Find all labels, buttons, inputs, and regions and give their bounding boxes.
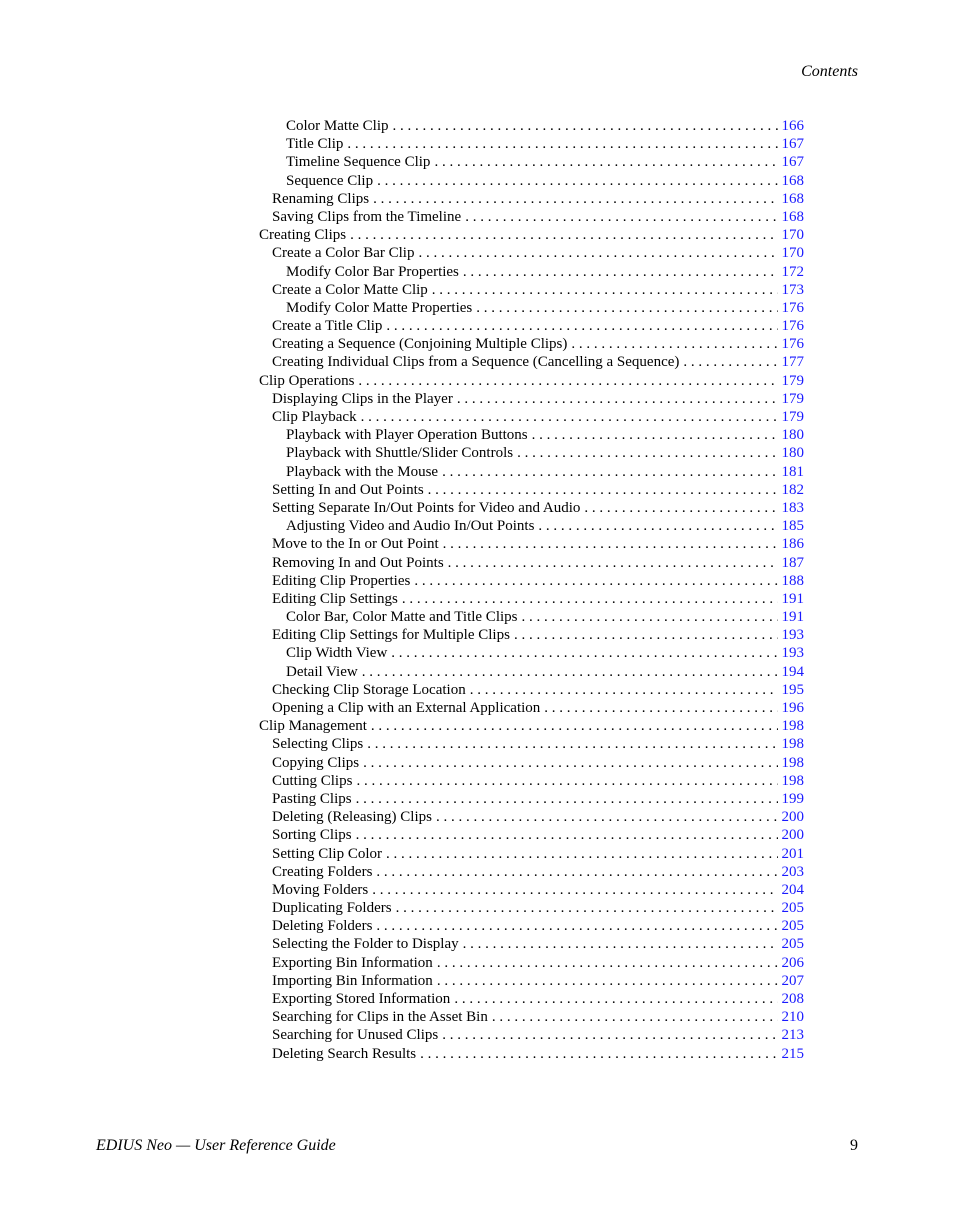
toc-entry[interactable] bbox=[259, 135, 804, 153]
toc-entry[interactable] bbox=[259, 226, 804, 244]
toc-entry-label[interactable]: Modify Color Matte Properties bbox=[286, 299, 473, 316]
toc-leader-dots bbox=[492, 1008, 778, 1026]
toc-leader-dots bbox=[362, 663, 778, 681]
toc-page-link[interactable]: 205 bbox=[781, 936, 804, 953]
toc-entry[interactable] bbox=[259, 590, 804, 608]
toc-entry-label[interactable]: Editing Clip Properties bbox=[272, 572, 411, 589]
toc-leader-dots bbox=[442, 1026, 777, 1044]
toc-entry[interactable] bbox=[259, 572, 804, 590]
toc-page-link[interactable]: 183 bbox=[781, 499, 804, 516]
toc-entry[interactable] bbox=[259, 881, 804, 899]
toc-entry[interactable] bbox=[259, 1026, 804, 1044]
toc-entry[interactable] bbox=[259, 808, 804, 826]
toc-page-link[interactable]: 207 bbox=[781, 972, 804, 989]
toc-page-link[interactable]: 166 bbox=[781, 118, 804, 134]
toc-leader-dots bbox=[434, 153, 777, 171]
toc-entry[interactable] bbox=[259, 463, 804, 481]
toc-page-link[interactable]: 198 bbox=[781, 772, 804, 789]
toc-entry[interactable] bbox=[259, 299, 804, 317]
footer-page-number: 9 bbox=[850, 1137, 858, 1154]
toc-entry-label[interactable]: Modify Color Bar Properties bbox=[286, 263, 459, 280]
toc-entry-label[interactable]: Cutting Clips bbox=[272, 772, 353, 789]
toc-entry[interactable] bbox=[259, 735, 804, 753]
toc-page-link[interactable]: 176 bbox=[781, 299, 804, 316]
toc-entry-label[interactable]: Sequence Clip bbox=[286, 172, 374, 189]
toc-entry[interactable] bbox=[259, 517, 804, 535]
toc-leader-dots bbox=[470, 681, 778, 699]
toc-leader-dots bbox=[391, 644, 777, 662]
toc-entry-label[interactable]: Clip Operations bbox=[259, 372, 355, 389]
toc-entry[interactable] bbox=[259, 954, 804, 972]
toc-entry-label[interactable]: Adjusting Video and Audio In/Out Points bbox=[286, 518, 535, 535]
footer-document-title: EDIUS Neo — User Reference Guide bbox=[96, 1137, 336, 1154]
toc-entry[interactable] bbox=[259, 481, 804, 499]
toc-entry[interactable] bbox=[259, 754, 804, 772]
toc-leader-dots bbox=[350, 226, 777, 244]
toc-leader-dots bbox=[386, 845, 777, 863]
toc-page-link[interactable]: 179 bbox=[781, 409, 804, 425]
toc-entry[interactable] bbox=[259, 663, 804, 681]
toc-entry-label[interactable]: Timeline Sequence Clip bbox=[286, 154, 431, 171]
toc-entry[interactable] bbox=[259, 990, 804, 1008]
toc-entry-label[interactable]: Title Clip bbox=[286, 136, 344, 153]
toc-entry[interactable] bbox=[259, 390, 804, 408]
toc-entry-label[interactable]: Editing Clip Settings bbox=[272, 590, 398, 607]
running-header: Contents bbox=[801, 63, 858, 80]
toc-page-link[interactable]: 200 bbox=[781, 827, 804, 844]
toc-page-link[interactable]: 213 bbox=[781, 1027, 804, 1044]
toc-leader-dots bbox=[437, 972, 778, 990]
toc-entry[interactable] bbox=[259, 790, 804, 808]
toc-page-link[interactable]: 168 bbox=[781, 172, 804, 189]
toc-leader-dots bbox=[457, 390, 778, 408]
toc-entry[interactable] bbox=[259, 626, 804, 644]
toc-entry-label[interactable]: Saving Clips from the Timeline bbox=[272, 208, 462, 225]
toc-page-link[interactable]: 186 bbox=[781, 536, 804, 553]
toc-page-link[interactable]: 198 bbox=[781, 754, 804, 771]
toc-entry[interactable] bbox=[259, 281, 804, 299]
toc-entry[interactable] bbox=[259, 863, 804, 881]
toc-entry-label[interactable]: Deleting Search Results bbox=[272, 1045, 417, 1062]
toc-page-link[interactable]: 215 bbox=[781, 1045, 804, 1062]
toc-entry[interactable] bbox=[259, 372, 804, 390]
toc-page-link[interactable]: 204 bbox=[781, 881, 804, 898]
toc-entry-label[interactable]: Clip Width View bbox=[286, 645, 388, 662]
toc-page-link[interactable]: 199 bbox=[781, 790, 804, 807]
toc-entry[interactable] bbox=[259, 444, 804, 462]
toc-page-link[interactable]: 180 bbox=[781, 445, 804, 462]
toc-entry[interactable] bbox=[259, 499, 804, 517]
toc-leader-dots bbox=[442, 463, 777, 481]
toc-page-link[interactable]: 170 bbox=[781, 245, 804, 262]
toc-page-link[interactable]: 194 bbox=[781, 663, 804, 680]
toc-page-link[interactable]: 185 bbox=[781, 518, 804, 535]
toc-page-link[interactable]: 168 bbox=[781, 208, 804, 225]
toc-entry[interactable] bbox=[259, 644, 804, 662]
toc-entry-label[interactable]: Editing Clip Settings for Multiple Clips bbox=[272, 627, 510, 644]
toc-leader-dots bbox=[436, 808, 778, 826]
toc-page-link[interactable]: 210 bbox=[781, 1009, 804, 1026]
toc-entry[interactable] bbox=[259, 826, 804, 844]
toc-entry[interactable] bbox=[259, 554, 804, 572]
toc-leader-dots bbox=[372, 881, 777, 899]
toc-page-link[interactable]: 167 bbox=[781, 136, 804, 153]
toc-entry-label[interactable]: Opening a Clip with an External Application bbox=[272, 700, 541, 716]
toc-entry-label[interactable]: Color Matte Clip bbox=[286, 118, 389, 134]
toc-entry[interactable] bbox=[259, 190, 804, 208]
toc-page-link[interactable]: 187 bbox=[781, 554, 804, 571]
toc-page-link[interactable]: 179 bbox=[781, 390, 804, 407]
toc-entry-label[interactable]: Searching for Clips in the Asset Bin bbox=[272, 1009, 488, 1026]
toc-leader-dots bbox=[414, 572, 777, 590]
toc-entry[interactable] bbox=[259, 263, 804, 281]
toc-leader-dots bbox=[532, 426, 778, 444]
toc-entry-label[interactable]: Move to the In or Out Point bbox=[272, 536, 439, 553]
toc-leader-dots bbox=[373, 190, 777, 208]
toc-entry-label[interactable]: Clip Management bbox=[259, 718, 367, 735]
toc-entry-label[interactable]: Create a Color Bar Clip bbox=[272, 245, 415, 262]
toc-entry-label[interactable]: Creating Individual Clips from a Sequence (Cancelling a Sequence) bbox=[272, 354, 680, 371]
toc-leader-dots bbox=[363, 754, 777, 772]
toc-entry-label[interactable]: Renaming Clips bbox=[272, 190, 370, 207]
toc-entry-label[interactable]: Setting In and Out Points bbox=[272, 481, 424, 498]
toc-entry-label[interactable]: Clip Playback bbox=[272, 409, 357, 425]
toc-entry-label[interactable]: Create a Color Matte Clip bbox=[272, 281, 428, 298]
toc-entry[interactable] bbox=[259, 699, 804, 717]
toc-page-link[interactable]: 188 bbox=[781, 572, 804, 589]
toc-entry-label[interactable]: Create a Title Clip bbox=[272, 318, 383, 335]
toc-entry-label[interactable]: Creating Folders bbox=[272, 863, 373, 880]
toc-leader-dots bbox=[437, 954, 778, 972]
toc-entry[interactable] bbox=[259, 772, 804, 790]
toc-entry[interactable] bbox=[259, 208, 804, 226]
toc-page-link[interactable]: 168 bbox=[781, 190, 804, 207]
toc-entry[interactable] bbox=[259, 899, 804, 917]
toc-leader-dots bbox=[683, 353, 777, 371]
toc-leader-dots bbox=[402, 590, 778, 608]
toc-page-link[interactable]: 176 bbox=[781, 318, 804, 335]
toc-entry-label[interactable]: Exporting Bin Information bbox=[272, 954, 433, 971]
toc-leader-dots bbox=[371, 717, 778, 735]
toc-page-link[interactable]: 193 bbox=[781, 645, 804, 662]
toc-entry[interactable] bbox=[259, 117, 804, 135]
toc-entry-label[interactable]: Detail View bbox=[286, 663, 358, 680]
toc-entry[interactable] bbox=[259, 535, 804, 553]
toc-leader-dots bbox=[396, 899, 778, 917]
toc-leader-dots bbox=[393, 117, 778, 135]
toc-entry[interactable] bbox=[259, 935, 804, 953]
table-of-contents bbox=[259, 117, 804, 1063]
toc-leader-dots bbox=[454, 990, 777, 1008]
toc-page-link[interactable]: 173 bbox=[781, 281, 804, 298]
toc-page-link[interactable]: 177 bbox=[781, 354, 804, 371]
toc-page-link[interactable]: 208 bbox=[781, 991, 804, 1007]
toc-leader-dots bbox=[356, 826, 778, 844]
toc-page-link[interactable]: 191 bbox=[781, 609, 804, 626]
toc-entry-label[interactable]: Removing In and Out Points bbox=[272, 554, 444, 571]
toc-entry-label[interactable]: Setting Clip Color bbox=[272, 845, 383, 862]
toc-leader-dots bbox=[356, 790, 778, 808]
toc-leader-dots bbox=[465, 208, 777, 226]
toc-leader-dots bbox=[358, 372, 777, 390]
toc-entry-label[interactable]: Selecting the Folder to Display bbox=[272, 936, 459, 953]
toc-leader-dots bbox=[544, 699, 777, 717]
toc-leader-dots bbox=[522, 608, 778, 626]
toc-entry[interactable] bbox=[259, 317, 804, 335]
toc-entry-label[interactable]: Setting Separate In/Out Points for Video and Audio bbox=[272, 499, 581, 516]
toc-entry[interactable] bbox=[259, 244, 804, 262]
toc-page-link[interactable]: 206 bbox=[781, 954, 804, 971]
toc-leader-dots bbox=[420, 1045, 777, 1063]
toc-entry[interactable] bbox=[259, 353, 804, 371]
toc-page-link[interactable]: 200 bbox=[781, 809, 804, 826]
toc-entry-label[interactable]: Displaying Clips in the Player bbox=[272, 390, 453, 407]
toc-leader-dots bbox=[514, 626, 778, 644]
toc-leader-dots bbox=[538, 517, 777, 535]
toc-page-link[interactable]: 182 bbox=[781, 481, 804, 498]
toc-entry-label[interactable]: Color Bar, Color Matte and Title Clips bbox=[286, 609, 518, 626]
toc-page-link[interactable]: 196 bbox=[781, 700, 804, 716]
toc-entry-label[interactable]: Moving Folders bbox=[272, 881, 369, 898]
toc-page-link[interactable]: 205 bbox=[781, 900, 804, 917]
toc-page-link[interactable]: 193 bbox=[781, 627, 804, 644]
toc-leader-dots bbox=[418, 244, 777, 262]
toc-entry[interactable] bbox=[259, 608, 804, 626]
toc-entry-label[interactable]: Pasting Clips bbox=[272, 790, 352, 807]
toc-entry-label[interactable]: Playback with Player Operation Buttons bbox=[286, 427, 528, 444]
toc-entry[interactable] bbox=[259, 1008, 804, 1026]
toc-leader-dots bbox=[376, 863, 777, 881]
toc-entry-label[interactable]: Copying Clips bbox=[272, 754, 360, 771]
toc-page-link[interactable]: 191 bbox=[781, 590, 804, 607]
toc-entry-label[interactable]: Deleting (Releasing) Clips bbox=[272, 809, 432, 826]
toc-entry[interactable] bbox=[259, 172, 804, 190]
toc-page-link[interactable]: 201 bbox=[781, 845, 804, 862]
toc-page-link[interactable]: 198 bbox=[781, 718, 804, 735]
toc-entry-label[interactable]: Duplicating Folders bbox=[272, 900, 392, 917]
toc-entry-label[interactable]: Checking Clip Storage Location bbox=[272, 681, 466, 698]
toc-entry[interactable] bbox=[259, 1045, 804, 1063]
toc-leader-dots bbox=[361, 408, 778, 426]
toc-leader-dots bbox=[443, 535, 778, 553]
toc-page-link[interactable]: 180 bbox=[781, 427, 804, 444]
toc-leader-dots bbox=[448, 554, 778, 572]
toc-entry[interactable] bbox=[259, 681, 804, 699]
toc-leader-dots bbox=[571, 335, 777, 353]
toc-entry[interactable] bbox=[259, 917, 804, 935]
toc-entry-label[interactable]: Playback with the Mouse bbox=[286, 463, 439, 480]
toc-entry[interactable] bbox=[259, 717, 804, 735]
toc-leader-dots bbox=[428, 481, 778, 499]
toc-leader-dots bbox=[377, 172, 777, 190]
toc-leader-dots bbox=[476, 299, 777, 317]
toc-entry-label[interactable]: Searching for Unused Clips bbox=[272, 1027, 439, 1044]
toc-leader-dots bbox=[517, 444, 777, 462]
toc-leader-dots bbox=[386, 317, 777, 335]
toc-page-link[interactable]: 167 bbox=[781, 154, 804, 171]
toc-entry-label[interactable]: Creating a Sequence (Conjoining Multiple Clips) bbox=[272, 336, 568, 353]
toc-page-link[interactable]: 172 bbox=[781, 263, 804, 280]
toc-leader-dots bbox=[432, 281, 778, 299]
toc-entry-label[interactable]: Sorting Clips bbox=[272, 827, 352, 844]
toc-page-link[interactable]: 170 bbox=[781, 227, 804, 244]
toc-entry-label[interactable]: Selecting Clips bbox=[272, 736, 364, 753]
toc-entry-label[interactable]: Importing Bin Information bbox=[272, 972, 433, 989]
toc-page-link[interactable]: 181 bbox=[781, 463, 804, 480]
toc-entry[interactable] bbox=[259, 972, 804, 990]
toc-page-link[interactable]: 205 bbox=[781, 918, 804, 935]
toc-leader-dots bbox=[367, 735, 777, 753]
toc-entry-label[interactable]: Deleting Folders bbox=[272, 918, 373, 935]
toc-entry[interactable] bbox=[259, 335, 804, 353]
toc-entry-label[interactable]: Creating Clips bbox=[259, 227, 347, 244]
toc-leader-dots bbox=[463, 935, 778, 953]
toc-entry-label[interactable]: Playback with Shuttle/Slider Controls bbox=[286, 445, 514, 462]
toc-entry[interactable] bbox=[259, 845, 804, 863]
toc-entry[interactable] bbox=[259, 408, 804, 426]
toc-page-link[interactable]: 203 bbox=[781, 863, 804, 880]
toc-leader-dots bbox=[356, 772, 777, 790]
toc-page-link[interactable]: 176 bbox=[781, 336, 804, 353]
toc-entry[interactable] bbox=[259, 426, 804, 444]
toc-entry[interactable] bbox=[259, 153, 804, 171]
toc-leader-dots bbox=[376, 917, 777, 935]
toc-page-link[interactable]: 179 bbox=[781, 372, 804, 389]
toc-leader-dots bbox=[584, 499, 777, 517]
toc-page-link[interactable]: 198 bbox=[781, 736, 804, 753]
toc-page-link[interactable]: 195 bbox=[781, 681, 804, 698]
toc-leader-dots bbox=[463, 263, 778, 281]
toc-leader-dots bbox=[347, 135, 777, 153]
toc-entry-label[interactable]: Exporting Stored Information bbox=[272, 991, 451, 1007]
